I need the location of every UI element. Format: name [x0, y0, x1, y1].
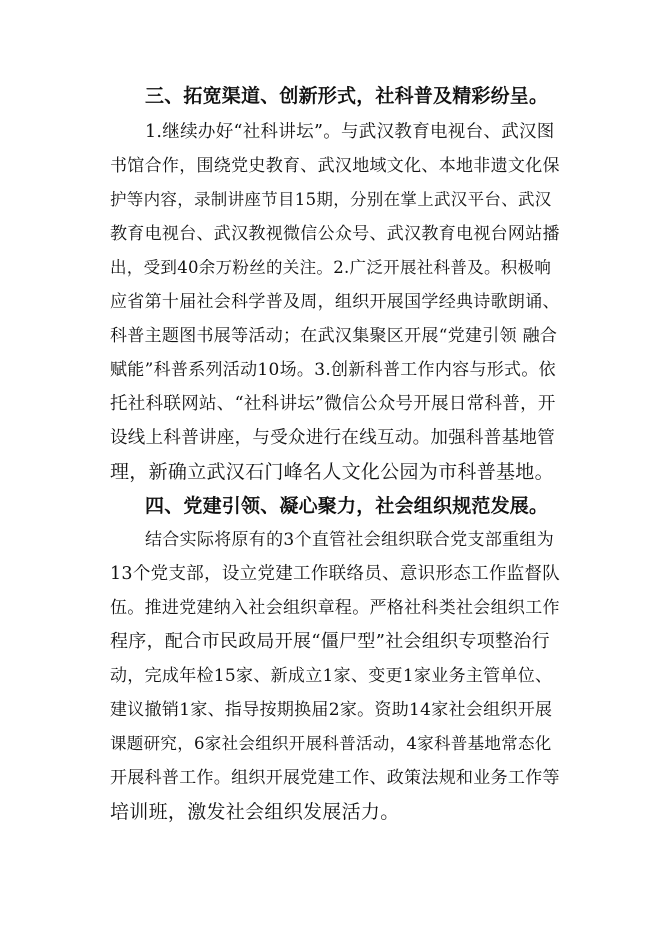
section-3-line-10: 设线上科普讲座，与受众进行在线互动。加强科普基地管	[110, 428, 555, 448]
section-4-line-4: 程序，配合市民政局开展“僵尸型”社会组织专项整治行	[110, 631, 550, 652]
section-3-heading: 三、拓宽渠道、创新形式，社科普及精彩纷呈。	[145, 85, 549, 107]
section-3-line-2: 书馆合作，围绕党史教育、武汉地域文化、本地非遗文化保	[110, 156, 560, 176]
section-3-line-4: 教育电视台、武汉教视微信公众号、武汉教育电视台网站播	[110, 224, 560, 244]
section-3-line-3: 护等内容，录制讲座节目15期，分别在掌上武汉平台、武汉	[110, 190, 552, 209]
section-4-line-3: 伍。推进党建纳入社会组织章程。严格社科类社会组织工作	[110, 598, 560, 618]
section-3-line-5: 出，受到40余万粉丝的关注。2.广泛开展社科普及。积极响	[110, 258, 552, 277]
section-4-line-6: 建议撤销1家、指导按期换届2家。资助14家社会组织开展	[110, 700, 553, 720]
section-4-line-9: 培训班，激发社会组织发展活力。	[110, 801, 400, 823]
section-4-line-2: 13个党支部，设立党建工作联络员、意识形态工作监督队	[110, 564, 561, 584]
section-4-line-7: 课题研究，6家社会组织开展科普活动，4家科普基地常态化	[110, 734, 552, 753]
section-3-line-6: 应省第十届社会科学普及周，组织开展国学经典诗歌朗诵、	[110, 292, 560, 312]
section-4-heading: 四、党建引领、凝心聚力，社会组织规范发展。	[145, 495, 549, 517]
section-4-line-1: 结合实际将原有的3个直管社会组织联合党支部重组为	[145, 530, 555, 550]
section-3-line-11: 理，新确立武汉石门峰名人文化公园为市科普基地。	[110, 461, 554, 483]
section-3-line-7: 科普主题图书展等活动；在武汉集聚区开展“党建引领 融合	[110, 326, 558, 346]
section-4-line-5: 动，完成年检15家、新成立1家、变更1家业务主管单位、	[110, 666, 553, 686]
section-4-line-8: 开展科普工作。组织开展党建工作、政策法规和业务工作等	[110, 768, 560, 788]
section-3-line-1: 1.继续办好“社科讲坛”。与武汉教育电视台、武汉图	[145, 122, 555, 142]
section-3-line-8: 赋能”科普系列活动10场。3.创新科普工作内容与形式。依	[110, 360, 556, 380]
section-3-line-9: 托社科联网站、“社科讲坛”微信公众号开展日常科普，开	[110, 394, 556, 414]
